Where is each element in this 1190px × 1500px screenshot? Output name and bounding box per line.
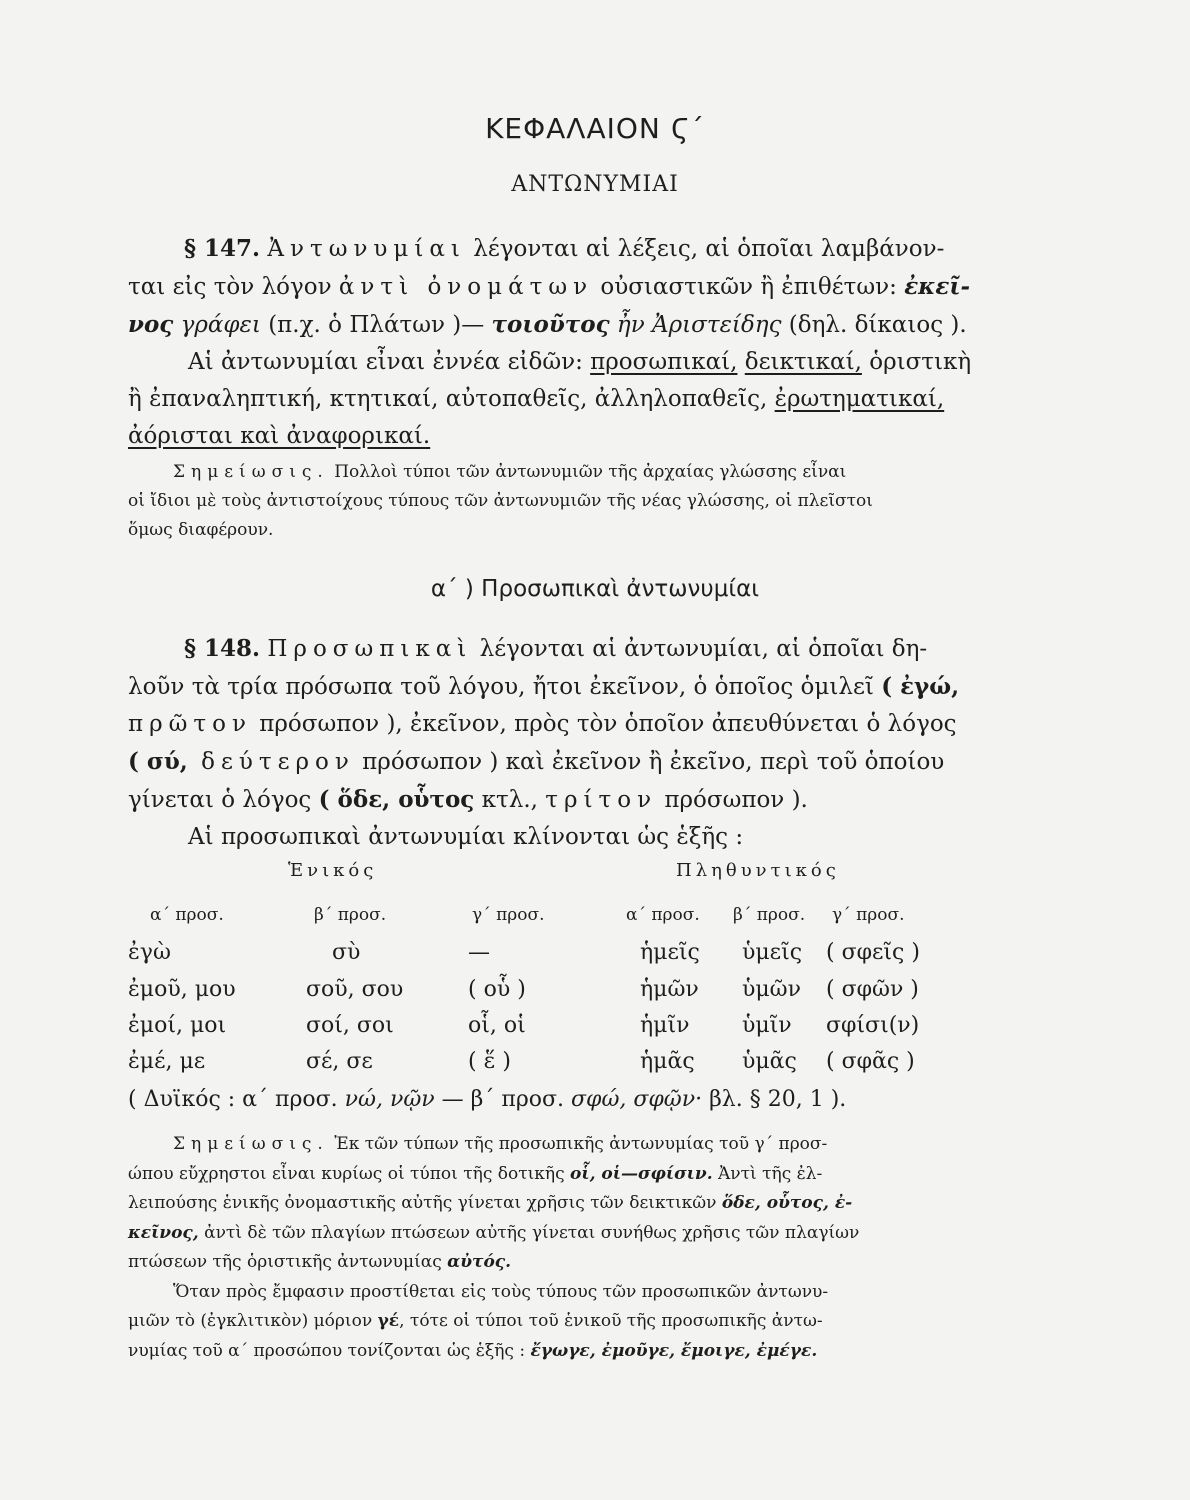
p148-line-1 xyxy=(128,630,978,668)
note1-line-3: ὅμως διαφέρουν. xyxy=(128,520,274,540)
text: πτώσεων τῆς ὁριστικῆς ἀντωνυμίας xyxy=(128,1252,448,1272)
term-anti-onomaton: ἀντὶ ὀνομάτων xyxy=(338,274,594,300)
example-ego: ( ἐγώ, xyxy=(881,673,960,700)
dual-second: σφώ, σφῷν· xyxy=(571,1087,703,1112)
text: ἦν Ἀριστείδης xyxy=(609,312,782,338)
table-cell: — xyxy=(468,940,490,965)
table-cell: ἐμοῦ, μου xyxy=(128,977,236,1002)
example-ekeinos: ἐκεῖ- xyxy=(904,273,971,300)
text: — β΄ προσ. xyxy=(434,1087,572,1112)
section-number: § 148. xyxy=(184,635,261,662)
example-autos: αὐτός. xyxy=(447,1252,512,1272)
dual-note xyxy=(128,1087,846,1112)
example-ekeinos-end: νος xyxy=(128,311,174,338)
table-cell: ἡμῖν xyxy=(640,1013,690,1038)
text: πρόσωπον ). xyxy=(657,787,808,813)
table-cell: σοῦ, σου xyxy=(306,977,404,1002)
text: (δηλ. δίκαιος ). xyxy=(781,312,967,338)
note-1 xyxy=(128,458,978,545)
text: λειπούσης ἑνικῆς ὀνομαστικῆς αὐτῆς γίνεται χρῆσις τῶν δεικτικῶν xyxy=(128,1193,722,1213)
chapter-subtitle: ΑΝΤΩΝΥΜΙΑΙ xyxy=(511,172,679,197)
table-cell: ἐμέ, με xyxy=(128,1049,206,1074)
text: ται εἰς τὸν λόγον xyxy=(128,274,339,300)
table-cell: ἐγὼ xyxy=(128,940,171,965)
text: Πολλοὶ τύποι τῶν ἀντωνυμιῶν τῆς ἀρχαίας γλώσσης εἶναι xyxy=(328,462,847,482)
example-sy: ( σύ, xyxy=(128,748,188,775)
col-header: γ΄ προσ. xyxy=(472,905,545,925)
table-cell: ( οὗ ) xyxy=(468,977,526,1002)
text: (π.χ. ὁ Πλάτων )— xyxy=(260,312,492,338)
col-header: β΄ προσ. xyxy=(314,905,387,925)
text: γράφει xyxy=(173,312,261,338)
example-toioutos: τοιοῦτος xyxy=(491,311,610,338)
text: πρόσωπον ) καὶ ἐκεῖνον ἢ ἐκεῖνο, περὶ τοῦ ὁποίου xyxy=(354,749,945,775)
p148-line-3 xyxy=(128,706,978,743)
term-antonymiai: Ἀντωνυμίαι xyxy=(267,236,466,262)
p147-line-5 xyxy=(128,381,978,418)
note1-line-1 xyxy=(128,458,978,487)
note2-line-7 xyxy=(128,1307,978,1337)
note2-line-8 xyxy=(128,1337,978,1367)
table-cell: ἡμεῖς xyxy=(640,940,700,965)
table-cell: ἡμᾶς xyxy=(640,1049,695,1074)
p147-line-6 xyxy=(128,418,978,455)
col-header: γ΄ προσ. xyxy=(832,905,905,925)
col-header: α΄ προσ. xyxy=(150,905,224,925)
term-deuteron: δεύτερον xyxy=(187,749,355,775)
table-cell: ( σφᾶς ) xyxy=(826,1049,915,1074)
note2-line-5 xyxy=(128,1248,978,1278)
table-cell: ( σφεῖς ) xyxy=(826,940,920,965)
term-proton: πρῶτον xyxy=(128,711,252,737)
singular-header: Ἑνικός xyxy=(288,860,378,881)
example-hode: ( ὅδε, οὗτος xyxy=(318,786,475,813)
text: ἢ ἐπαναληπτική, κτητικαί, αὐτοπαθεῖς, ἀλληλοπαθεῖς, xyxy=(128,386,775,412)
text: νυμίας τοῦ α΄ προσώπου τονίζονται ὡς ἑξῆς : xyxy=(128,1340,531,1361)
plural-header: Πληθυντικός xyxy=(676,860,840,881)
text: Ἀντὶ τῆς ἐλ- xyxy=(712,1163,823,1184)
text: ἀόρισται καὶ ἀναφορικαί. xyxy=(128,423,431,449)
term-prosopikai: προσωπικαί, xyxy=(590,349,738,375)
table-cell: ὑμᾶς xyxy=(742,1049,797,1074)
text: ἀντὶ δὲ τῶν πλαγίων πτώσεων αὐτῆς γίνεται συνήθως χρῆσις τῶν πλαγίων xyxy=(198,1222,860,1243)
section-heading: α΄ ) Προσωπικαὶ ἀντωνυμίαι xyxy=(430,576,760,602)
term-prosopikai: Προσωπικαὶ xyxy=(267,636,473,662)
p147-line-3 xyxy=(128,306,978,344)
text: πρόσωπον ), ἐκεῖνον, πρὸς τὸν ὁποῖον ἀπευθύνεται ὁ λόγος xyxy=(251,711,957,737)
p147-line-4 xyxy=(128,344,978,381)
note-label: Σημείωσις. xyxy=(173,1134,329,1154)
table-cell: οἷ, οἱ xyxy=(468,1013,526,1038)
note-label: Σημείωσις. xyxy=(173,462,329,482)
paragraph-147 xyxy=(128,230,978,455)
table-cell: ὑμῶν xyxy=(742,977,801,1002)
text: μιῶν τὸ (ἐγκλιτικὸν) μόριον xyxy=(128,1311,378,1331)
chapter-title: ΚΕΦΑΛΑΙΟΝ Ϛ΄ xyxy=(485,112,705,145)
note-2 xyxy=(128,1130,978,1366)
term-triton: τρίτον xyxy=(545,787,658,813)
p148-line-4 xyxy=(128,743,978,781)
text: , τότε οἱ τύποι τοῦ ἑνικοῦ τῆς προσωπικῆς ἀντω- xyxy=(399,1311,823,1331)
dual-first: νώ, νῷν xyxy=(344,1087,435,1112)
section-number: § 147. xyxy=(184,235,261,262)
table-cell: σὺ xyxy=(332,940,361,965)
table-cell: ὑμῖν xyxy=(742,1013,792,1038)
example-ekeinos: κεῖνος, xyxy=(128,1222,199,1243)
col-header: α΄ προσ. xyxy=(626,905,700,925)
col-header: β΄ προσ. xyxy=(733,905,806,925)
example-ge: γέ xyxy=(377,1311,400,1331)
text xyxy=(737,349,744,375)
p148-line-2 xyxy=(128,668,978,706)
text: ὁριστικὴ xyxy=(861,349,972,375)
p147-line-1 xyxy=(128,230,978,268)
table-cell: ἡμῶν xyxy=(640,977,699,1002)
p147-line-2 xyxy=(128,268,978,306)
note2-line-2 xyxy=(128,1160,978,1190)
table-cell: σοί, σοι xyxy=(306,1013,394,1038)
text: οὐσιαστικῶν ἢ ἐπιθέτων: xyxy=(593,274,905,300)
note2-line-1 xyxy=(128,1130,978,1160)
text: ώπου εὔχρηστοι εἶναι κυρίως οἱ τύποι τῆς δοτικῆς xyxy=(128,1163,571,1184)
note2-line-3 xyxy=(128,1189,978,1219)
text: ( Δυϊκός : α΄ προσ. xyxy=(128,1087,345,1112)
text: λοῦν τὰ τρία πρόσωπα τοῦ λόγου, ἤτοι ἐκεῖνον, ὁ ὁποῖος ὁμιλεῖ xyxy=(128,674,882,700)
p148-line-5 xyxy=(128,781,978,819)
example-hode-houtos: ὅδε, οὗτος, ἐ- xyxy=(721,1193,853,1213)
text: βλ. § 20, 1 ). xyxy=(702,1087,847,1112)
table-cell: ( σφῶν ) xyxy=(826,977,919,1002)
term-deiktikai: δεικτικαί, xyxy=(744,349,862,375)
note1-line-2: οἱ ἴδιοι μὲ τοὺς ἀντιστοίχους τύπους τῶν ἀντωνυμιῶν τῆς νέας γλώσσης, οἱ πλεῖστοι xyxy=(128,491,873,511)
table-cell: σέ, σε xyxy=(306,1049,373,1074)
table-cell: ( ἕ ) xyxy=(468,1049,511,1074)
paragraph-148 xyxy=(128,630,978,856)
table-cell: ἐμοί, μοι xyxy=(128,1013,227,1038)
example-oi-sfisin: οἷ, οἱ—σφίσιν. xyxy=(570,1163,713,1184)
text: Ἐκ τῶν τύπων τῆς προσωπικῆς ἀντωνυμίας τοῦ γ΄ προσ- xyxy=(328,1134,828,1154)
note2-line-4 xyxy=(128,1219,978,1249)
p148-line-6: Αἱ προσωπικαὶ ἀντωνυμίαι κλίνονται ὡς ἑξῆς : xyxy=(188,824,744,850)
text: λέγονται αἱ ἀντωνυμίαι, αἱ ὁποῖαι δη- xyxy=(472,636,928,662)
term-erotimatikai: ἐρωτηματικαί, xyxy=(774,386,945,412)
text: γίνεται ὁ λόγος xyxy=(128,787,319,813)
example-egoge: ἔγωγε, ἐμοῦγε, ἔμοιγε, ἐμέγε. xyxy=(530,1340,818,1361)
text: κτλ., xyxy=(474,787,546,813)
text: λέγονται αἱ λέξεις, αἱ ὁποῖαι λαμβάνον- xyxy=(465,236,945,262)
table-cell: ὑμεῖς xyxy=(742,940,803,965)
table-cell: σφίσι(ν) xyxy=(826,1013,920,1038)
note2-line-6: Ὅταν πρὸς ἔμφασιν προστίθεται εἰς τοὺς τύπους τῶν προσωπικῶν ἀντωνυ- xyxy=(173,1281,829,1302)
text: Αἱ ἀντωνυμίαι εἶναι ἐννέα εἰδῶν: xyxy=(188,349,591,375)
